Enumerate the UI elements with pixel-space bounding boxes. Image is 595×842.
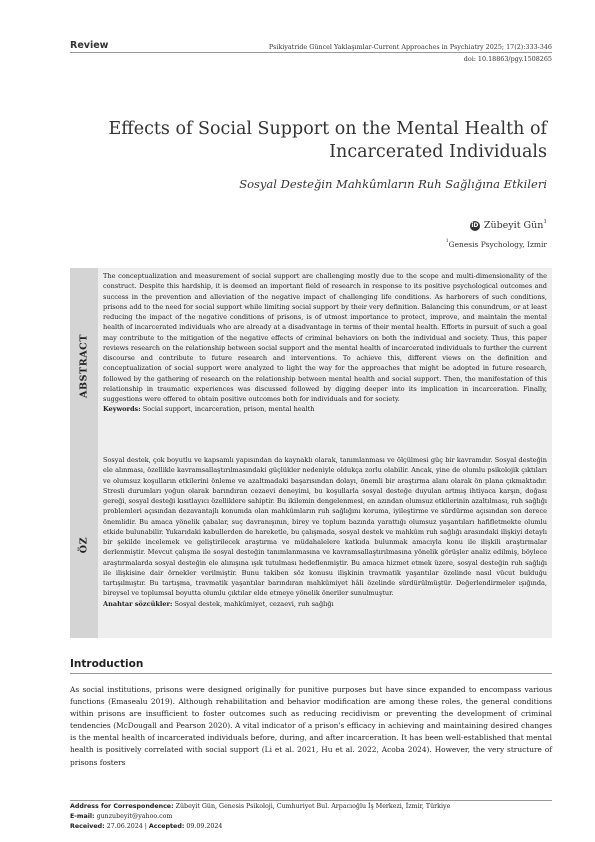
introduction-paragraph: As social institutions, prisons were designed originally for punitive purposes but have since expanded to encompass various functions (Emasealu 2019). Although rehabilitation and behavior modification are among these roles, the general conditions within prisons are insufficient to foster outcomes such as reducing recidivism or preventing the development of criminal tendencies (McDougall and Pearson 2020). A vital indicator of a prison's efficacy in achieving and maintaining desired changes is the mental health of incarcerated individuals before, during, and after incarceration. It has been well-established that mental health is positively correlated with social support (Li et al. 2021, Hu et al. 2022, Acoba 2024). However, the very structure of prisons fosters (70, 685, 552, 767)
article-title: Effects of Social Support on the Mental Health of Incarcerated Individuals (108, 119, 547, 162)
accepted-date: 09.09.2024 (186, 823, 223, 830)
journal-citation: Psikiyatride Güncel Yaklaşımlar-Current Approaches in Psychiatry 2025; 17(2):333-346 (268, 43, 552, 51)
dates-line (70, 823, 555, 830)
article-subtitle: Sosyal Desteğin Mahkûmların Ruh Sağlığına Etkileri (239, 177, 547, 191)
correspondence-address: Zübeyit Gün, Genesis Psikoloji, Cumhuriyet Bul. Arpacıoğlu İş Merkezi, İzmir, Türkiye (175, 803, 451, 810)
keywords-label: Keywords: (103, 405, 141, 414)
oz-sidebar (70, 452, 98, 638)
doi[interactable]: doi: 10.18863/pgy.1508265 (463, 55, 552, 63)
oz-body (103, 455, 547, 609)
affiliation: $^1$Genesis Psychology, Izmir (445, 239, 547, 249)
footer-rule (70, 800, 552, 801)
abstract-box (70, 268, 552, 464)
accepted-label: Accepted: (148, 823, 185, 830)
abstract-body (103, 271, 547, 415)
orcid-icon[interactable]: iD (471, 221, 479, 229)
email-address[interactable]: gunzubeyit@yahoo.com (96, 813, 173, 820)
oz-label: ÖZ (78, 536, 90, 554)
introduction-heading: Introduction (70, 658, 144, 670)
email-line (70, 813, 555, 820)
oz-box (70, 452, 552, 638)
date-separator: | (144, 823, 147, 830)
anahtar-label: Anahtar sözcükler: (103, 599, 173, 608)
received-label: Received: (70, 823, 105, 830)
abstract-text: The conceptualization and measurement of social support are challenging mostly due to the scope and multi-dimensionality of the construct. Despite this hardship, it is deemed an important field of research in response to its positive psychological outcomes and success in the prevention and alleviation of the negative impact of challenging life conditions. As harborers of such conditions, prisons add to the need for social support while limiting social support by their very definition. Balancing this conundrum, or at least reducing the impact of the negative conditions of prisons, is of utmost importance to protect, improve, and maintain the mental health of incarcerated individuals who are already at a disadvantage in terms of their mental health. Efforts in pursuit of such a goal may contribute to the mitigation of the negative effects of criminal behaviors on both the individual and society. Thus, this paper reviews research on the relationship between social support and the mental health of incarcerated individuals to further the current discourse and contribute to future research and interventions. To achieve this, different views on the definition and conceptualization of social support were analyzed to light the way for the approaches that might be adopted in future research, followed by the gathering of research on the relationship between mental health and social support. Then, the manifestation of this relationship in traumatic experiences was discussed followed by digging deeper into its implication in incarceration. Finally, suggestions were offered to obtain positive outcomes both for individuals and for society. (103, 272, 547, 403)
correspondence-label: Address for Correspondence: (70, 803, 174, 810)
abstract-sidebar (70, 268, 98, 464)
correspondence-line (70, 803, 555, 810)
anahtar-sozcukler: Sosyal destek, mahkûmiyet, cezaevi, ruh sağlığı (174, 599, 334, 608)
abstract-label: ABSTRACT (78, 333, 90, 399)
oz-text: Sosyal destek, çok boyutlu ve kapsamlı yapısından da kaynaklı olarak, tanımlanması ve ölçülmesi güç bir kavramdır. Sosyal desteğin ele alınması, özellikle kavramsallaştırılmasındaki güçlükler nedeniyle oldukça zorlu olabilir. Ancak, yine de olumlu psikolojik çıktıları ve olumsuz koşulların etkilerini önleme ve azaltmadaki başarısından dolayı, önemli bir araştırma alanı olarak ön plana çıkmaktadır. Stresli durumları yoğun olarak barındıran cezaevi deneyimi, bu koşullarla sosyal desteğe duyulan artmış ihtiyaca karşın, doğası gereği, sosyal desteği kısıtlayıcı özelliklere sahiptir. Bu ikilemin dengelenmesi, en azından olumsuz etkilerinin azaltılması, ruh sağlığı problemleri açısından dezavantajlı konumda olan mahkûmların ruh sağlığını koruma, iyileştirme ve sürdürme açısından son derece önemlidir. Bu amaca yönelik çabalar, suç davranışının, birey ve toplum bazında yarattığı olumsuz yaşantıları hafifletmekte olumlu etkide bulunabilir. Yukarıdaki kabullerden de hareketle, bu çalışmada, sosyal destek ve mahkûm ruh sağlığı arasındaki ilişkiyi detaylı bir şekilde incelemek ve geliştirilecek araştırma ve müdahalelere katkıda bulunmak amacıyla konu ile ilişkili araştırmalar derlenmiştir. Mevcut çalışma ile sosyal desteğin tanımlanmasına ve kavramsallaştırılmasına yönelik görüşler analiz edilmiş, böylece araştırmalarda sosyal desteğin ele alınışına ışık tutulması hedeflenmiştir. Bu amaca hizmet etmek üzere, sosyal desteğin ruh sağlığı ile ilişkisine dair örnekler verilmiştir. Bunu takiben söz konusu ilişkinin travmatik yaşantılar özelinde nasıl vücut bulduğu tartışılmıştır. Bu tartışma, travmatik yaşantılar barındıran mahkûmiyet hâli özelinde sürdürülmüştür. Değerlendirmeler ışığında, bireysel ve toplumsal boyutta olumlu çıktılar elde etmeye yönelik öneriler sunulmuştur. (103, 456, 547, 598)
author-line (470, 220, 547, 231)
email-label: E-mail: (70, 813, 95, 820)
author-name[interactable]: Zübeyit Gün$^1$ (483, 219, 547, 231)
article-type: Review (70, 40, 109, 51)
introduction-rule (70, 673, 552, 674)
received-date: 27.06.2024 (106, 823, 143, 830)
keywords: Social support, incarceration, prison, mental health (142, 405, 315, 414)
header-rule (70, 52, 552, 53)
